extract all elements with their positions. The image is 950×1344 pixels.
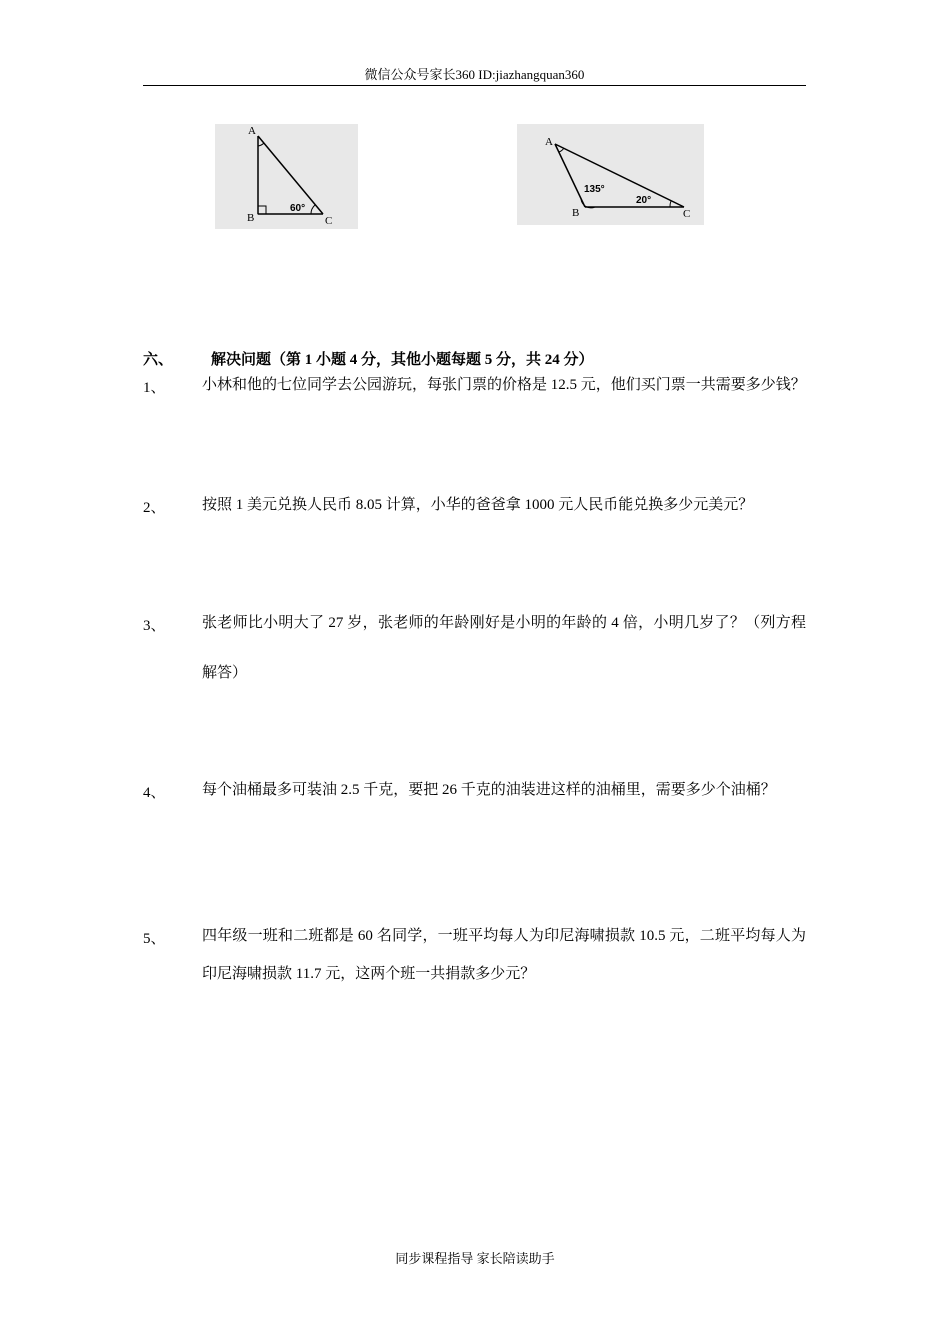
question-number: 3、	[143, 618, 166, 634]
angle-c-arc	[670, 201, 671, 207]
angle-c-arc	[311, 205, 315, 214]
question-text: 按照 1 美元兑换人民币 8.05 计算，小华的爸爸拿 1000 元人民币能兑换多少元美元？	[202, 497, 754, 513]
question-5	[143, 927, 806, 993]
question-text: 小林和他的七位同学去公园游玩，每张门票的价格是 12.5 元，他们买门票一共需要多少钱？	[202, 377, 806, 393]
question-text: 每个油桶最多可装油 2.5 千克，要把 26 千克的油装进这样的油桶里，需要多少个油桶？	[202, 782, 776, 798]
page-footer: 同步课程指导 家长陪读助手	[395, 1251, 555, 1266]
figure-obtuse-triangle	[517, 124, 704, 225]
angle-a-arc	[258, 143, 264, 146]
question-2	[143, 496, 806, 524]
question-number: 2、	[143, 500, 166, 516]
angle-60-label: 60°	[290, 203, 306, 214]
vertex-b-label: B	[572, 207, 580, 219]
vertex-c-label: C	[325, 215, 333, 227]
page-header: 微信公众号家长360 ID:jiazhangquan360	[364, 67, 585, 82]
side-ab	[555, 144, 585, 207]
angle-135-label: 135°	[584, 184, 605, 195]
angle-20-label: 20°	[636, 195, 652, 206]
question-number: 4、	[143, 785, 166, 801]
header-divider	[143, 85, 806, 86]
vertex-a-label: A	[545, 136, 553, 148]
angle-a-arc	[559, 148, 564, 152]
vertex-a-label: A	[248, 125, 256, 137]
question-text: 张老师比小明大了 27 岁，张老师的年龄刚好是小明的年龄的 4 倍，小明几岁了？（列方程解答）	[202, 615, 806, 681]
question-3	[143, 614, 806, 698]
section-title-text: 解决问题（第 1 小题 4 分，其他小题每题 5 分，共 24 分）	[211, 352, 594, 368]
vertex-c-label: C	[683, 208, 691, 220]
question-text: 四年级一班和二班都是 60 名同学，一班平均每人为印尼海啸损款 10.5 元，二班平均每人为印尼海啸损款 11.7 元，这两个班一共捐款多少元？	[202, 928, 806, 982]
right-angle-mark	[258, 206, 266, 214]
section-number: 六、	[143, 352, 174, 368]
question-number: 1、	[143, 380, 166, 396]
question-number: 5、	[143, 931, 166, 947]
question-1	[143, 376, 806, 404]
vertex-b-label: B	[247, 212, 255, 224]
question-4	[143, 781, 806, 809]
figure-right-triangle	[215, 124, 358, 229]
side-ac	[555, 144, 684, 207]
